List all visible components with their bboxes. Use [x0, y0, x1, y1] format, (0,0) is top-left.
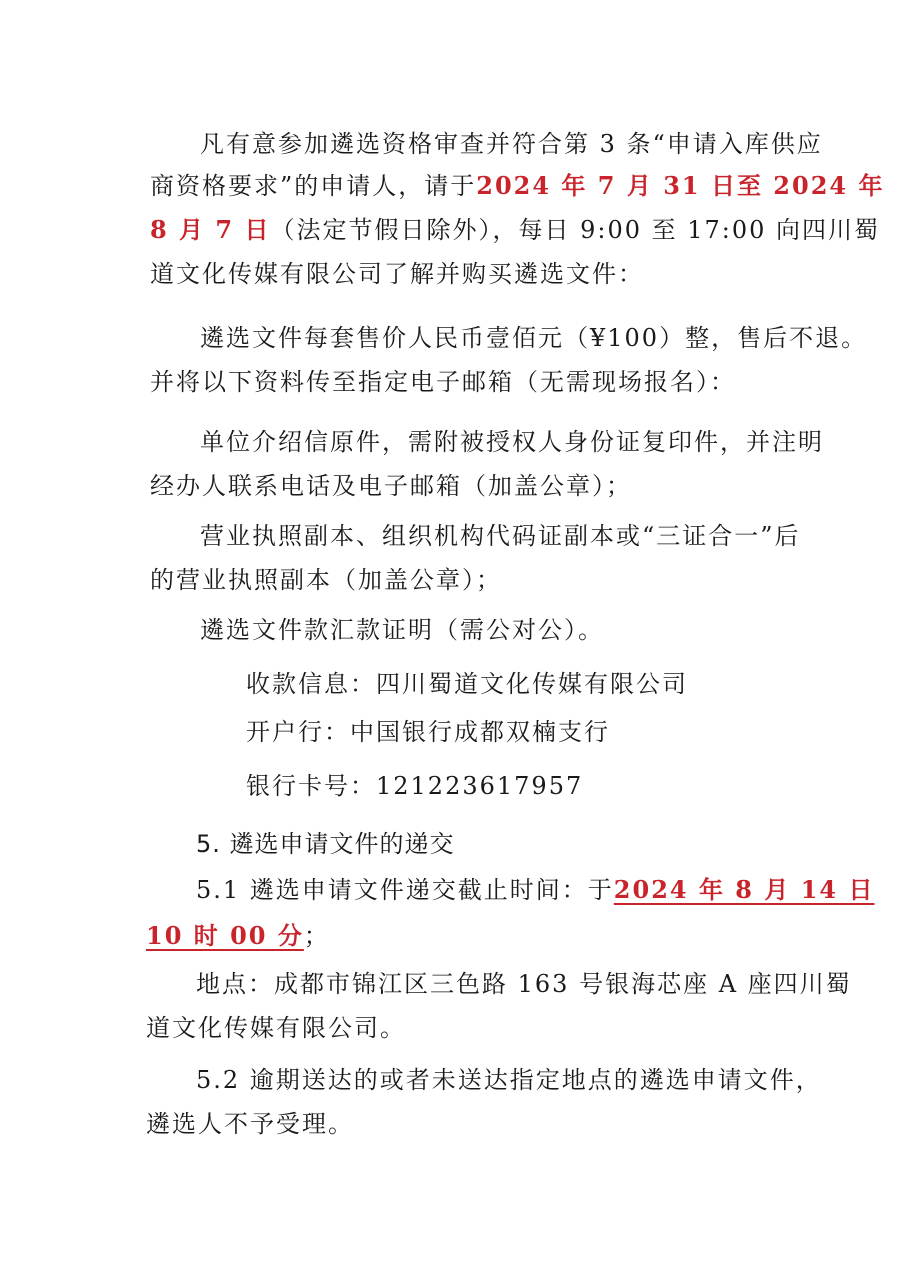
- date-range-start: 2024 年 7 月 31 日至 2024 年: [476, 171, 885, 200]
- bank-payee: 收款信息：四川蜀道文化传媒有限公司: [246, 670, 688, 698]
- bank-card-number: 银行卡号：121223617957: [246, 772, 584, 800]
- section-5-2-line-1: 5.2 逾期送达的或者未送达指定地点的遴选申请文件，: [196, 1066, 822, 1094]
- deadline-label: 5.1 遴选申请文件递交截止时间：于: [196, 876, 614, 904]
- requirement-1-line-1: 单位介绍信原件，需附被授权人身份证复印件，并注明: [200, 428, 824, 456]
- date-range-end: 8 月 7 日: [150, 215, 271, 244]
- location-line-2: 道文化传媒有限公司。: [146, 1014, 406, 1042]
- requirement-1-line-2: 经办人联系电话及电子邮箱（加盖公章）；: [150, 472, 632, 500]
- intro-line-4: 道文化传媒有限公司了解并购买遴选文件：: [150, 260, 644, 288]
- intro-line-3: [150, 214, 880, 246]
- price-line-1: 遴选文件每套售价人民币壹佰元（¥100）整，售后不退。: [200, 324, 868, 352]
- requirement-2-line-1: 营业执照副本、组织机构代码证副本或“三证合一”后: [200, 522, 801, 550]
- price-line-2: 并将以下资料传至指定电子邮箱（无需现场报名）：: [150, 368, 736, 396]
- bank-name: 开户行：中国银行成都双楠支行: [246, 718, 610, 746]
- deadline-time: 10 时 00 分: [146, 921, 304, 950]
- section-5-2-line-2: 遴选人不予受理。: [146, 1110, 354, 1138]
- requirement-3: 遴选文件款汇款证明（需公对公）。: [200, 616, 604, 644]
- requirement-2-line-2: 的营业执照副本（加盖公章）；: [150, 566, 502, 594]
- intro-text: 商资格要求”的申请人，请于: [150, 172, 477, 200]
- deadline-date: 2024 年 8 月 14 日: [613, 875, 875, 904]
- intro-line-2: [150, 170, 884, 202]
- section-5-1-line-2: [146, 920, 330, 952]
- location-line-1: 地点：成都市锦江区三色路 163 号银海芯座 A 座四川蜀: [196, 970, 852, 998]
- intro-line-1: 凡有意参加遴选资格审查并符合第 3 条“申请入库供应: [200, 130, 823, 158]
- deadline-end: ；: [303, 922, 330, 950]
- section-5-1-line-1: [196, 874, 874, 906]
- intro-hours: （法定节假日除外），每日 9:00 至 17:00 向四川蜀: [270, 216, 881, 244]
- section-5-title: 5. 遴选申请文件的递交: [196, 830, 455, 858]
